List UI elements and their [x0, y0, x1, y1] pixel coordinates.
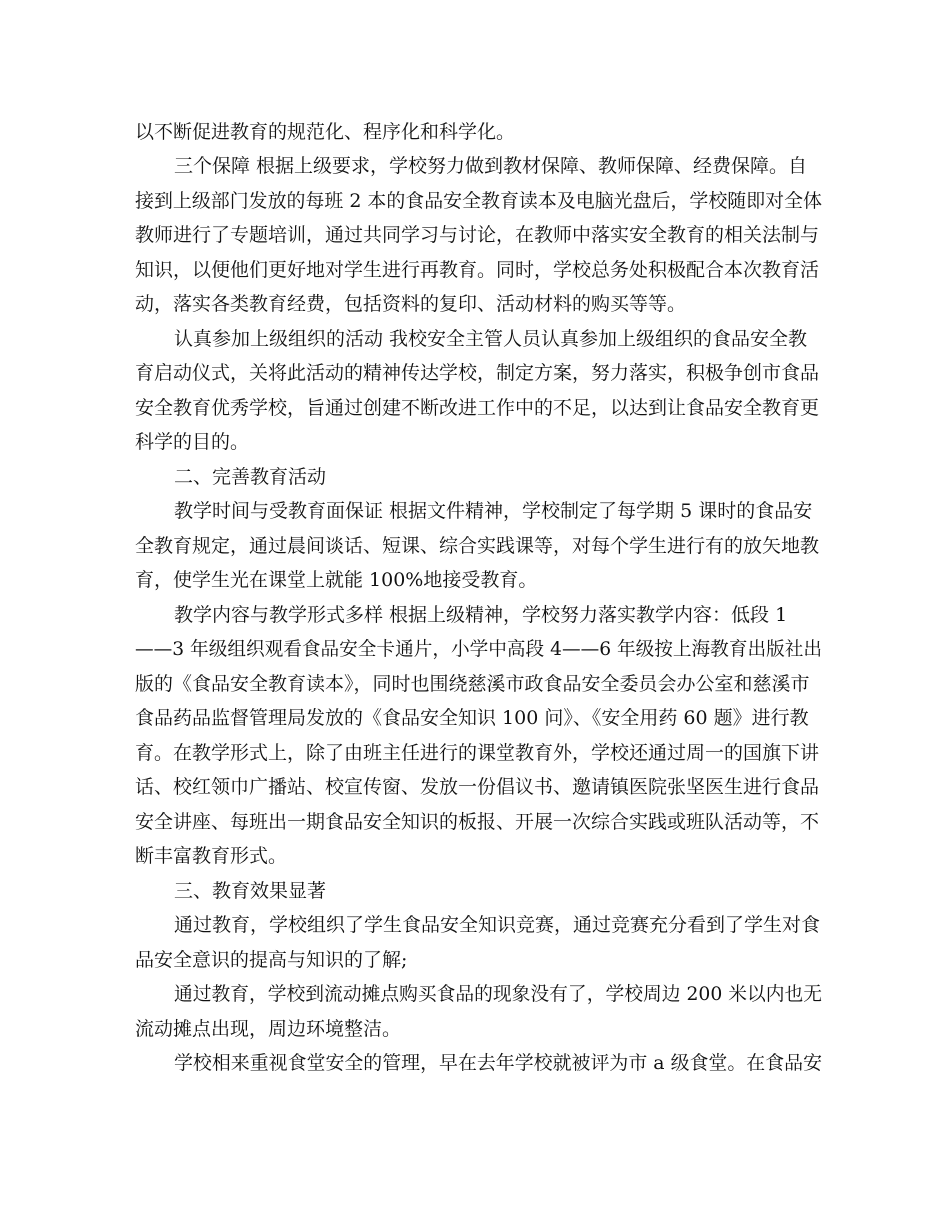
- text-line: [0, 734, 950, 772]
- line-text: 话、校红领巾广播站、校宣传窗、发放一份倡议书、邀请镇医院张坚医生进行食品: [135, 776, 820, 798]
- text-line: [0, 1010, 950, 1048]
- line-text: 三个保障 根据上级要求，学校努力做到教材保障、教师保障、经费保障。自: [174, 155, 808, 177]
- text-line: [0, 803, 950, 841]
- line-text: 全教育规定，通过晨间谈话、短课、综合实践课等，对每个学生进行有的放矢地教: [135, 535, 820, 557]
- text-line: [0, 561, 950, 599]
- text-line: [0, 837, 950, 875]
- text-line: [0, 216, 950, 254]
- line-text: 育。在教学形式上，除了由班主任进行的课堂教育外，学校还通过周一的国旗下讲: [135, 742, 820, 764]
- line-text: 认真参加上级组织的活动 我校安全主管人员认真参加上级组织的食品安全教: [174, 328, 808, 350]
- text-line: [0, 630, 950, 668]
- text-line: [0, 147, 950, 185]
- text-line: [0, 941, 950, 979]
- text-line: [0, 113, 950, 151]
- text-line: [0, 768, 950, 806]
- section-heading: [0, 458, 950, 496]
- line-text: 接到上级部门发放的每班 2 本的食品安全教育读本及电脑光盘后，学校随即对全体: [135, 190, 822, 212]
- line-text: 断丰富教育形式。: [135, 845, 288, 867]
- text-line: [0, 1044, 950, 1082]
- line-text: 以不断促进教育的规范化、程序化和科学化。: [135, 121, 516, 143]
- text-line: [0, 285, 950, 323]
- line-text: 品安全意识的提高与知识的了解;: [135, 949, 408, 971]
- text-line: [0, 665, 950, 703]
- line-text: 动，落实各类教育经费，包括资料的复印、活动材料的购买等等。: [135, 293, 687, 315]
- line-text: 育启动仪式，关将此活动的精神传达学校，制定方案，努力落实，积极争创市食品: [135, 362, 820, 384]
- text-line: [0, 975, 950, 1013]
- line-text: 教学时间与受教育面保证 根据文件精神，学校制定了每学期 5 课时的食品安: [174, 500, 813, 522]
- text-line: [0, 251, 950, 289]
- line-text: 版的《食品安全教育读本》，同时也围绕慈溪市政食品安全委员会办公室和慈溪市: [135, 673, 810, 695]
- section-heading: [0, 872, 950, 910]
- text-line: [0, 492, 950, 530]
- line-text: 科学的目的。: [135, 431, 250, 453]
- line-text: 学校相来重视食堂安全的管理，早在去年学校就被评为市 a 级食堂。在食品安: [174, 1052, 823, 1074]
- line-text: 通过教育，学校组织了学生食品安全知识竞赛，通过竞赛充分看到了学生对食: [174, 914, 821, 936]
- text-line: [0, 906, 950, 944]
- text-line: [0, 596, 950, 634]
- line-text: 知识，以便他们更好地对学生进行再教育。同时，学校总务处积极配合本次教育活: [135, 259, 820, 281]
- line-text: 安全讲座、每班出一期食品安全知识的板报、开展一次综合实践或班队活动等，不: [135, 811, 820, 833]
- text-line: [0, 527, 950, 565]
- line-text: 安全教育优秀学校，旨通过创建不断改进工作中的不足，以达到让食品安全教育更: [135, 397, 820, 419]
- line-text: 通过教育，学校到流动摊点购买食品的现象没有了，学校周边 200 米以内也无: [174, 983, 823, 1005]
- line-text: 流动摊点出现，周边环境整洁。: [135, 1018, 402, 1040]
- line-text: ——3 年级组织观看食品安全卡通片，小学中高段 4——6 年级按上海教育出版社出: [135, 638, 823, 660]
- line-text: 教师进行了专题培训，通过共同学习与讨论，在教师中落实安全教育的相关法制与: [135, 224, 820, 246]
- text-line: [0, 423, 950, 461]
- text-line: [0, 699, 950, 737]
- text-line: [0, 389, 950, 427]
- line-text: 食品药品监督管理局发放的《食品安全知识 100 问》、《安全用药 60 题》进行教: [135, 707, 809, 729]
- line-text: 三、教育效果显著: [174, 880, 327, 902]
- line-text: 教学内容与教学形式多样 根据上级精神，学校努力落实教学内容：低段 1: [174, 604, 788, 626]
- text-line: [0, 354, 950, 392]
- text-line: [0, 320, 950, 358]
- line-text: 育，使学生光在课堂上就能 100%地接受教育。: [135, 569, 538, 591]
- line-text: 二、完善教育活动: [174, 466, 327, 488]
- text-line: [0, 182, 950, 220]
